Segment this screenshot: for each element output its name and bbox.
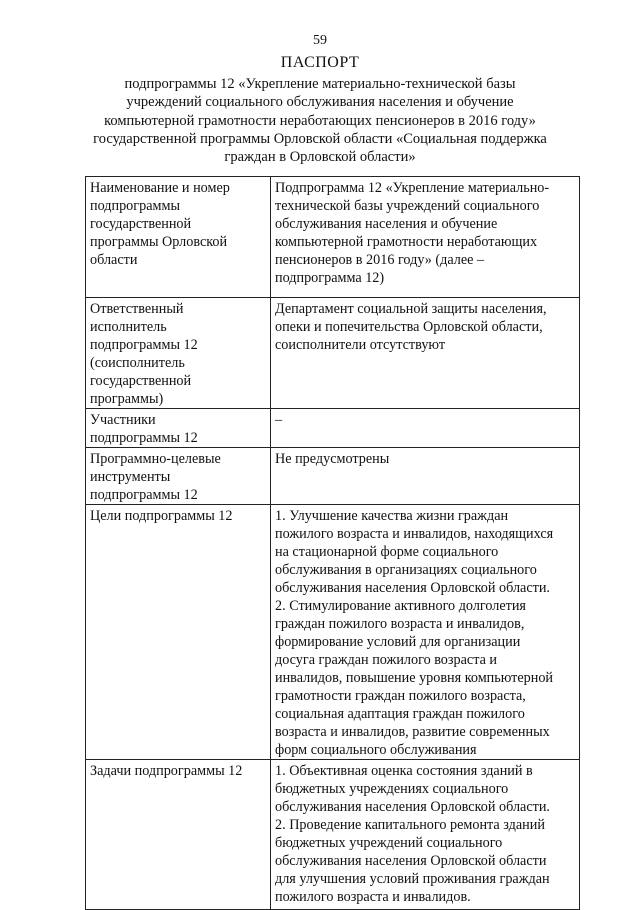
value-line: бюджетных учреждениях социального: [275, 781, 509, 797]
subtitle-line: подпрограммы 12 «Укрепление материально-технической базы: [124, 76, 516, 92]
label-line: Цели подпрограммы 12: [90, 508, 233, 524]
value-line: форм социального обслуживания: [275, 742, 477, 758]
label-line: подпрограммы: [90, 198, 180, 214]
value-line: компьютерной грамотности неработающих: [275, 234, 538, 250]
table-row-participants: [86, 409, 580, 448]
label-line: Ответственный: [90, 301, 184, 317]
label-line: подпрограммы 12: [90, 430, 198, 446]
row-value-cell: [271, 505, 580, 760]
value-line: формирование условий для организации: [275, 634, 521, 650]
table-row-executor: [86, 298, 580, 409]
value-line: обслуживания в организациях социального: [275, 562, 537, 578]
value-line: обслуживания населения Орловской области.: [275, 580, 550, 596]
value-line: пожилого возраста и инвалидов, находящихся: [275, 526, 554, 542]
value-line: обслуживания населения Орловской области: [275, 853, 547, 869]
value-line: опеки и попечительства Орловской области,: [275, 319, 543, 335]
table-row-instruments: [86, 448, 580, 505]
subtitle-line: компьютерной грамотности неработающих пенсионеров в 2016 году»: [104, 112, 536, 129]
label-line: Задачи подпрограммы 12: [90, 763, 243, 779]
value-line: грамотности граждан пожилого возраста,: [275, 688, 526, 704]
label-line: исполнитель: [90, 319, 167, 335]
value-line: 1. Объективная оценка состояния зданий в: [275, 763, 533, 779]
page-number: 59: [313, 33, 327, 48]
table-row-tasks: [86, 760, 580, 910]
row-value-cell: [271, 298, 580, 409]
subtitle-line: граждан в Орловской области»: [224, 149, 416, 166]
table-row-name: [86, 177, 580, 298]
row-label-cell: [86, 760, 271, 910]
label-line: программы): [90, 391, 164, 407]
value-line: пожилого возраста и инвалидов.: [275, 889, 471, 905]
value-line: пенсионеров в 2016 году» (далее –: [275, 252, 485, 268]
value-line: соисполнители отсутствуют: [275, 337, 446, 353]
label-line: Программно-целевые: [90, 451, 221, 467]
row-label-cell: [86, 505, 271, 760]
passport-table: [85, 176, 580, 910]
value-line: обслуживания населения Орловской области.: [275, 799, 550, 815]
value-line: на стационарной форме социального: [275, 544, 499, 560]
label-line: подпрограммы 12: [90, 487, 198, 503]
table-row-goals: [86, 505, 580, 760]
row-value-cell: [271, 409, 580, 448]
document-title: ПАСПОРТ: [280, 54, 360, 71]
label-line: государственной: [90, 373, 192, 389]
value-line: социальная адаптация граждан пожилого: [275, 706, 525, 722]
value-line: для улучшения условий проживания граждан: [275, 871, 550, 887]
value-line: Не предусмотрены: [275, 451, 390, 467]
row-value-cell: [271, 448, 580, 505]
row-value-cell: [271, 760, 580, 910]
label-line: области: [90, 252, 138, 268]
label-line: инструменты: [90, 469, 171, 485]
value-line: досуга граждан пожилого возраста и: [275, 652, 498, 668]
value-line: подпрограмма 12): [275, 270, 385, 286]
label-line: Участники: [90, 412, 156, 428]
row-label-cell: [86, 298, 271, 409]
label-line: (соисполнитель: [90, 355, 185, 371]
value-line: граждан пожилого возраста и инвалидов,: [275, 616, 525, 632]
row-label-cell: [86, 448, 271, 505]
value-line: 1. Улучшение качества жизни граждан: [275, 508, 509, 524]
value-line: 2. Стимулирование активного долголетия: [275, 598, 526, 614]
value-line: Департамент социальной защиты населения,: [275, 301, 547, 317]
subtitle-line: учреждений социального обслуживания населения и обучение: [126, 94, 514, 111]
label-line: Наименование и номер: [90, 180, 230, 196]
value-line: возраста и инвалидов, развитие современных: [275, 724, 550, 740]
row-value-cell: [271, 177, 580, 298]
row-label-cell: [86, 409, 271, 448]
label-line: программы Орловской: [90, 234, 228, 250]
label-line: подпрограммы 12: [90, 337, 198, 353]
label-line: государственной: [90, 216, 192, 232]
value-line: бюджетных учреждений социального: [275, 835, 503, 851]
row-label-cell: [86, 177, 271, 298]
subtitle-line: государственной программы Орловской области «Социальная поддержка: [93, 130, 547, 147]
value-line: технической базы учреждений социального: [275, 198, 540, 214]
value-line: 2. Проведение капитального ремонта зданий: [275, 817, 545, 833]
value-line: Подпрограмма 12 «Укрепление материально-: [275, 180, 550, 196]
value-line: обслуживания населения и обучение: [275, 216, 498, 232]
value-line: –: [275, 412, 283, 428]
document-subtitle: [85, 75, 555, 166]
value-line: инвалидов, повышение уровня компьютерной: [275, 670, 554, 686]
